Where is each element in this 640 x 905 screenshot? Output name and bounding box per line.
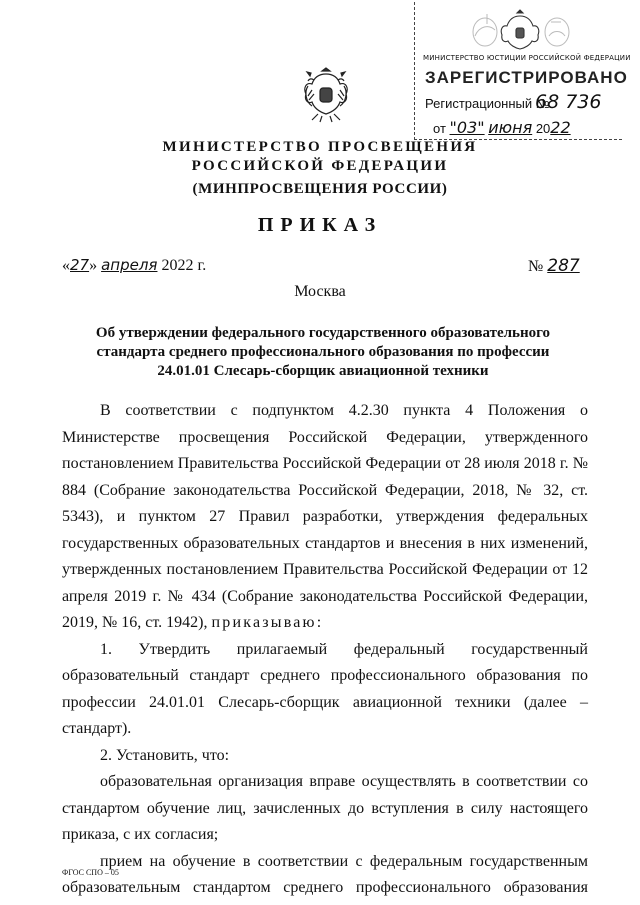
order-date-day: 27: [70, 256, 90, 274]
ministry-name-line1: МИНИСТЕРСТВО ПРОСВЕЩЕНИЯ: [162, 139, 478, 155]
stamp-date-prefix: от: [433, 121, 446, 136]
stamp-date: [433, 118, 571, 137]
stamp-date-day: "03": [449, 118, 485, 137]
stamp-registered-label: ЗАРЕГИСТРИРОВАНО: [425, 68, 628, 87]
document-type-title: ПРИКАЗ: [257, 214, 383, 236]
order-date-month: апреля: [101, 256, 158, 274]
order-date-open: «: [62, 257, 70, 274]
stamp-date-year-printed: 20: [535, 121, 551, 136]
preamble-text: В соответствии с подпунктом 4.2.30 пункта 4 Положения о Министерстве просвещения Российской Федерации, утвержденного постановлением Правительства Российской Федерации от 28 июля 2018 г. № 884 (Собрание законодательства Российской Федерации, 2018, № 32, ст. 5343), и пунктом 27 Правил разработки, утверждения федеральных государственных образовательных стандартов и внесения в них изменений, утвержденных постановлением Правительства Российской Федерации от 12 апреля 2019 г. № 434 (Собрание законодательства Российской Федерации, 2019, № 16, ст. 1942),: [62, 402, 588, 631]
order-date: [62, 256, 206, 275]
registration-stamp: [414, 2, 631, 140]
paragraph-item-2b: прием на обучение в соответствии с федеральным государственным образовательным стандартом среднего профессионального образования: [62, 852, 588, 896]
stamp-reg-number-label: Регистрационный №: [425, 96, 550, 111]
stamp-emblems-icon: [465, 6, 575, 50]
stamp-ministry-name: МИНИСТЕРСТВО ЮСТИЦИИ РОССИЙСКОЙ ФЕДЕРАЦИИ: [423, 54, 631, 62]
order-date-close: »: [89, 257, 98, 274]
stamp-date-month: июня: [488, 118, 533, 137]
ministry-name-line2: РОССИЙСКОЙ ФЕДЕРАЦИИ: [191, 158, 449, 174]
order-body: [62, 398, 588, 902]
stamp-reg-number: 68 736: [535, 91, 602, 113]
order-number: [528, 256, 580, 276]
state-emblem-icon: [300, 62, 352, 124]
order-subject: Об утверждении федерального государственного образовательного стандарта среднего профессионального образования по профессии 24.01.01 Слесарь-сборщик авиационной техники: [95, 325, 551, 379]
paragraph-item-2: 2. Установить, что:: [100, 746, 230, 764]
order-directive: приказываю:: [211, 614, 324, 631]
paragraph-item-1: 1. Утвердить прилагаемый федеральный государственный образовательный стандарт среднего профессионального образования по профессии 24.01.01 Слесарь-сборщик авиационной техники (далее – стандарт).: [62, 640, 588, 737]
paragraph-preamble: [62, 398, 588, 637]
footer-code: ФГОС СПО – 05: [62, 868, 119, 877]
order-date-year: 2022 г.: [157, 257, 207, 274]
order-number-label: №: [528, 258, 544, 275]
ministry-short-name: (МИНПРОСВЕЩЕНИЯ РОССИИ): [192, 181, 448, 197]
order-city: Москва: [294, 283, 346, 300]
paragraph-item-2a: образовательная организация вправе осуществлять в соответствии со стандартом обучение лиц, зачисленных до вступления в силу настоящего приказа, с их согласия;: [62, 773, 588, 843]
stamp-date-year-hand: 22: [550, 118, 571, 137]
order-number-value: 287: [547, 256, 580, 276]
